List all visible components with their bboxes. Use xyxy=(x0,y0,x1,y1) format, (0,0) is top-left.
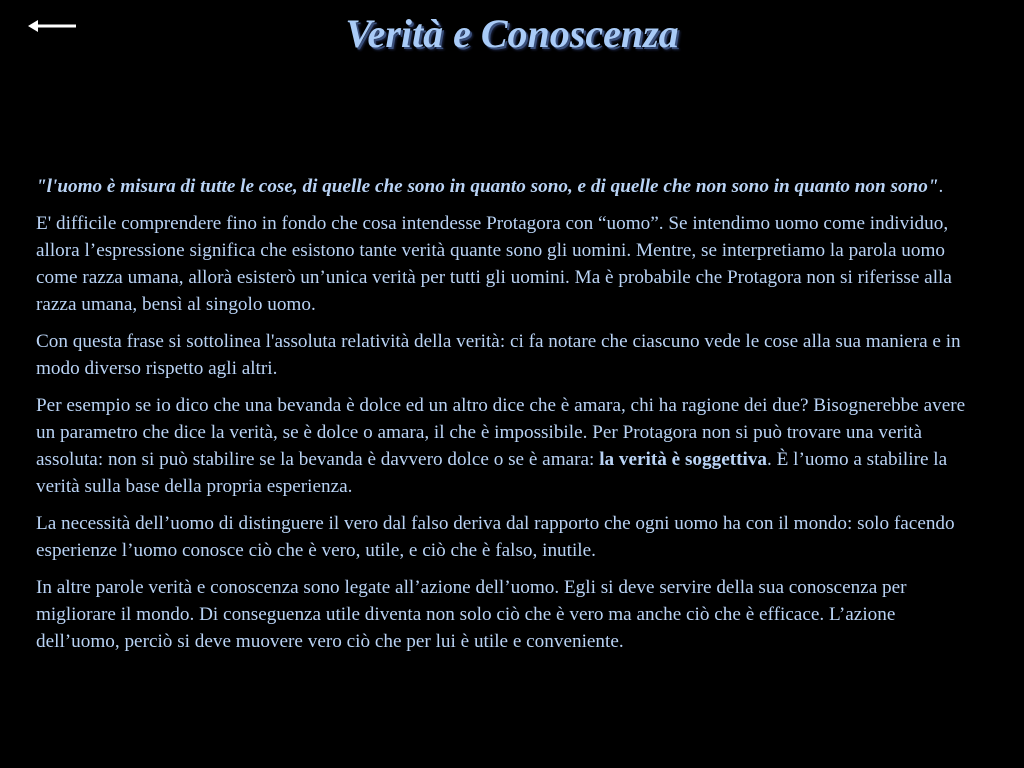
paragraph-conclusione: In altre parole verità e conoscenza sono legate all’azione dell’uomo. Egli si deve servire della sua conoscenza per migliorare il mondo. Di conseguenza utile diventa non solo ciò che è vero ma anche ciò che è efficace. L’azione dell’uomo, perciò si deve muovere vero ciò che per lui è utile e conveniente. xyxy=(36,577,907,652)
paragraph-necessita: La necessità dell’uomo di distinguere il vero dal falso deriva dal rapporto che ogni uomo ha con il mondo: solo facendo esperienze l’uomo conosce ciò che è vero, utile, e ciò che è falso, inutile. xyxy=(36,513,955,561)
bold-phrase: la verità è soggettiva xyxy=(599,449,768,470)
paragraph-uomo: E' difficile comprendere fino in fondo che cosa intendesse Protagora con “uomo”. Se intendimo uomo come individuo, allora l’espressione significa che esistono tante verità quante sono gli uomini. Mentre, se interpretiamo la parola uomo come razza umana, allorà esisterò un’unica verità per tutti gli uomini. Ma è probabile che Protagora non si riferisse alla razza umana, bensì al singolo uomo. xyxy=(36,213,952,315)
page-title: Verità e Conoscenza xyxy=(345,11,679,56)
paragraph-relativita: Con questa frase si sottolinea l'assoluta relatività della verità: ci fa notare che ciascuno vede le cose alla sua maniera e in modo diverso rispetto agli altri. xyxy=(36,331,961,379)
quote-paragraph xyxy=(36,173,966,200)
paragraph-esempio-end: . È l’uomo a stabilire la verità sulla base della propria esperienza. xyxy=(36,449,948,497)
paragraph-esempio xyxy=(36,392,966,500)
quote-tail: . xyxy=(938,176,944,197)
main-text xyxy=(36,173,966,665)
paragraph-esempio-text: Per esempio se io dico che una bevanda è dolce ed un altro dice che è amara, chi ha ragione dei due? Bisognerebbe avere un parametro che dice la verità, se è dolce o amara, il che è impossibile. Per Protagora non si può trovare una verità assoluta: non si può stabilire se la bevanda è davvero dolce o se è amara: xyxy=(36,395,966,470)
protagoras-quote: "l'uomo è misura di tutte le cose, di quelle che sono in quanto sono, e di quelle che non sono in quanto non sono" xyxy=(36,176,939,197)
